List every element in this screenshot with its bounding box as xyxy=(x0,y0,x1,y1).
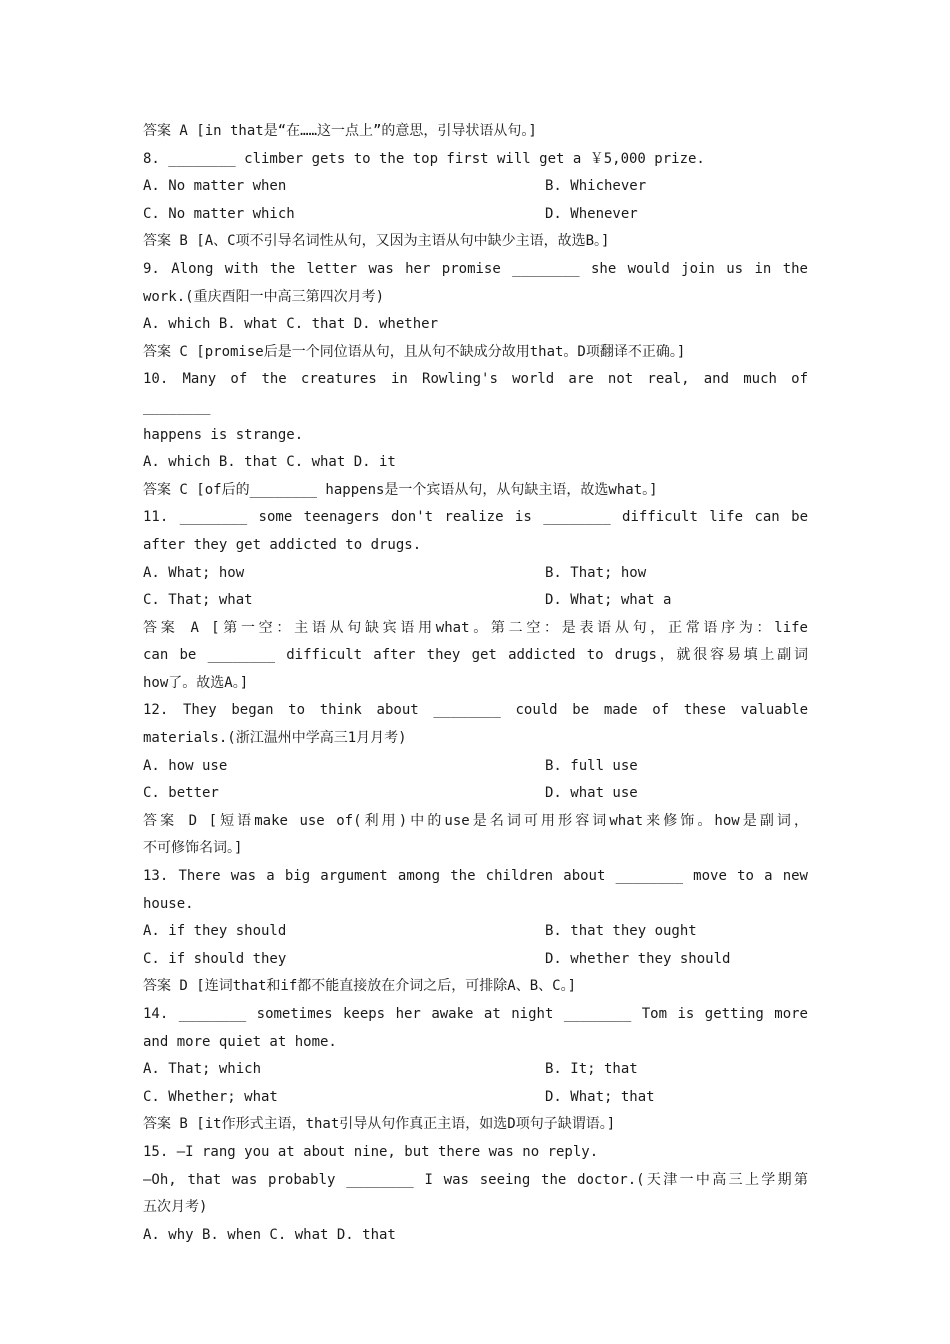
options-11-row-2 xyxy=(143,587,808,615)
option-8-c: C. No matter which xyxy=(143,205,295,222)
option-8-d: D. Whenever xyxy=(545,205,638,222)
options-10: A. which B. that C. what D. it xyxy=(143,454,396,471)
option-12-d: D. what use xyxy=(545,785,638,802)
options-14-row-2 xyxy=(143,1084,808,1112)
option-14-a: A. That; which xyxy=(143,1061,262,1078)
answer-12-line-2: 不可修饰名词。] xyxy=(143,840,243,857)
question-12-line-2: materials.(浙江温州中学高三1月月考) xyxy=(143,730,407,747)
option-13-b: B. that they ought xyxy=(545,923,697,940)
option-12-c: C. better xyxy=(143,785,219,802)
question-13-line-1: 13. There was a big argument among the children about ________ move to a new xyxy=(143,868,808,885)
option-14-b: B. It; that xyxy=(545,1061,638,1078)
answer-11-line-1: 答案 A [第一空：主语从句缺宾语用what。第二空：是表语从句，正常语序为：life xyxy=(143,619,808,636)
answer-11-line-2: can be ________ difficult after they get addicted to drugs，就很容易填上副词 xyxy=(143,647,808,664)
question-11-line-1: 11. ________ some teenagers don't realize is ________ difficult life can be xyxy=(143,509,808,526)
option-13-a: A. if they should xyxy=(143,923,287,940)
option-13-c: C. if should they xyxy=(143,950,287,967)
question-8: 8. ________ climber gets to the top first will get a ￥5,000 prize. xyxy=(143,150,705,167)
option-8-b: B. Whichever xyxy=(545,178,647,195)
question-15-line-1: 15. —I rang you at about nine, but there was no reply. xyxy=(143,1143,599,1160)
options-14-row-1 xyxy=(143,1056,808,1084)
question-14-line-1: 14. ________ sometimes keeps her awake at night ________ Tom is getting more xyxy=(143,1006,808,1022)
option-11-d: D. What; what a xyxy=(545,592,672,609)
option-8-a: A. No matter when xyxy=(143,178,287,195)
options-8-row-2 xyxy=(143,201,808,229)
answer-12-line-1: 答案 D [短语make use of(利用)中的use是名词可用形容词what来修饰。how是副词， xyxy=(143,812,808,829)
answer-7: 答案 A [in that是“在……这一点上”的意思，引导状语从句。] xyxy=(143,123,537,139)
options-13-row-2 xyxy=(143,946,808,974)
answer-14: 答案 B [it作形式主语，that引导从句作真正主语，如选D项句子缺谓语。] xyxy=(143,1116,616,1133)
answer-9: 答案 C [promise后是一个同位语从句，且从句不缺成分故用that。D项翻译不正确。] xyxy=(143,343,686,360)
question-15-line-2: —Oh, that was probably ________ I was seeing the doctor.(天津一中高三上学期第 xyxy=(143,1171,808,1188)
options-13-row-1 xyxy=(143,918,808,946)
option-14-c: C. Whether; what xyxy=(143,1088,278,1105)
answer-10: 答案 C [of后的________ happens是一个宾语从句，从句缺主语，故选what。] xyxy=(143,481,658,498)
option-11-a: A. What; how xyxy=(143,564,245,581)
question-11-line-2: after they get addicted to drugs. xyxy=(143,536,422,553)
question-9-line-1: 9. Along with the letter was her promise ________ she would join us in the xyxy=(143,260,808,277)
question-12-line-1: 12. They began to think about ________ could be made of these valuable xyxy=(143,702,808,719)
options-12-row-1 xyxy=(143,753,808,781)
option-11-c: C. That; what xyxy=(143,592,253,609)
options-8-row-1 xyxy=(143,173,808,201)
question-15-line-3: 五次月考) xyxy=(143,1199,208,1216)
option-12-a: A. how use xyxy=(143,757,228,774)
question-10-line-2: happens is strange. xyxy=(143,426,304,443)
document-page xyxy=(143,118,808,1249)
question-10-line-1: 10. Many of the creatures in Rowling's world are not real, and much of ________ xyxy=(143,371,808,415)
answer-13: 答案 D [连词that和if都不能直接放在介词之后，可排除A、B、C。] xyxy=(143,978,577,995)
question-9-line-2: work.(重庆酉阳一中高三第四次月考) xyxy=(143,288,385,305)
question-13-line-2: house. xyxy=(143,895,194,912)
options-12-row-2 xyxy=(143,780,808,808)
option-14-d: D. What; that xyxy=(545,1088,655,1105)
options-15: A. why B. when C. what D. that xyxy=(143,1226,396,1243)
answer-11-line-3: how了。故选A。] xyxy=(143,674,249,691)
option-13-d: D. whether they should xyxy=(545,950,731,967)
answer-8: 答案 B [A、C项不引导名词性从句，又因为主语从句中缺少主语，故选B。] xyxy=(143,233,610,250)
options-11-row-1 xyxy=(143,560,808,588)
option-12-b: B. full use xyxy=(545,757,638,774)
options-9: A. which B. what C. that D. whether xyxy=(143,316,439,333)
option-11-b: B. That; how xyxy=(545,564,647,581)
question-14-line-2: and more quiet at home. xyxy=(143,1033,337,1050)
